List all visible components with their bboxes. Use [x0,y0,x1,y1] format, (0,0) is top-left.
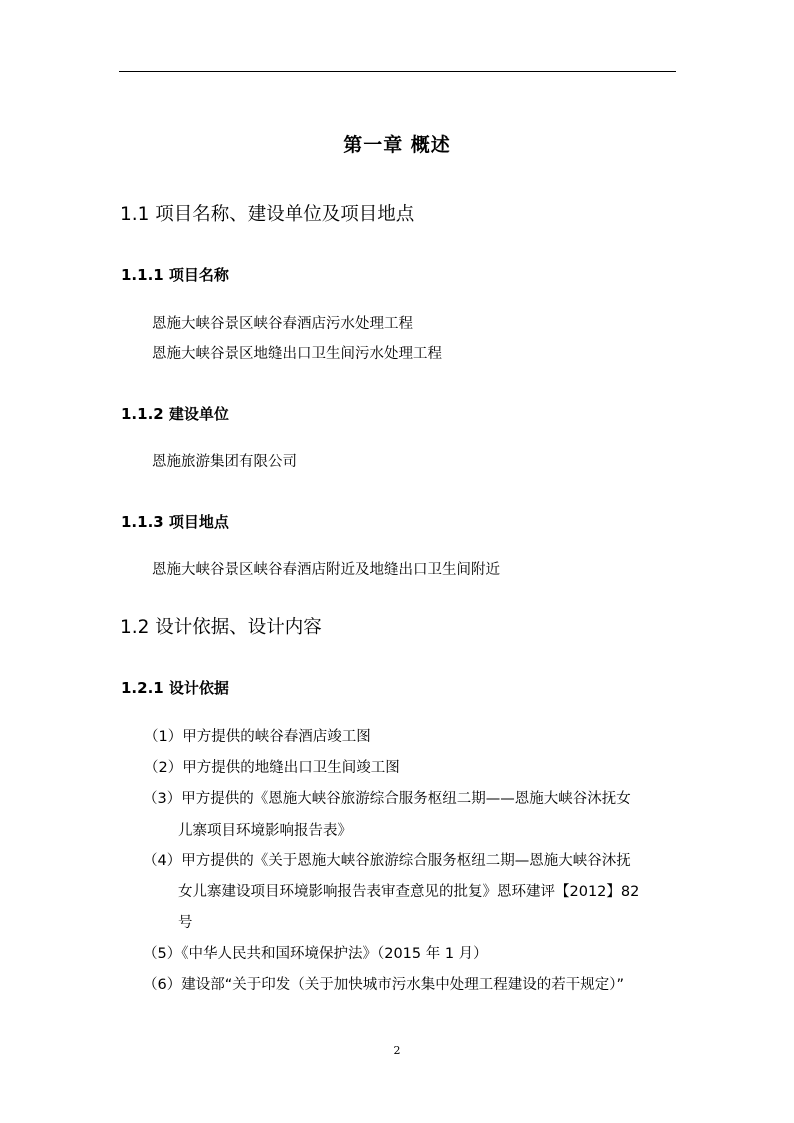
builder-name: 恩施旅游集团有限公司 [152,454,297,470]
page-number: 2 [393,1044,401,1057]
project-name-line-2: 恩施大峡谷景区地缝出口卫生间污水处理工程 [152,346,442,362]
basis-item-6: （6）建设部“关于印发（关于加快城市污水集中处理工程建设的若干规定）” [143,977,624,993]
chapter-title: 第一章 概述 [343,134,451,156]
basis-item-3-line-1: （3）甲方提供的《恩施大峡谷旅游综合服务枢纽二期——恩施大峡谷沐抚女 [143,791,631,807]
basis-item-3-line-2: 儿寨项目环境影响报告表》 [178,823,352,839]
subsection-1-1-2-heading: 1.1.2 建设单位 [121,405,229,423]
subsection-1-1-1-heading: 1.1.1 项目名称 [121,266,229,284]
basis-item-4-line-1: （4）甲方提供的《关于恩施大峡谷旅游综合服务枢纽二期—恩施大峡谷沐抚 [143,853,631,869]
section-1-1-heading: 1.1 项目名称、建设单位及项目地点 [120,204,415,225]
basis-item-4-line-3: 号 [178,915,193,931]
section-1-2-heading: 1.2 设计依据、设计内容 [120,617,322,638]
subsection-1-1-3-heading: 1.1.3 项目地点 [121,513,229,531]
subsection-1-2-1-heading: 1.2.1 设计依据 [121,679,229,697]
basis-item-4-line-2: 女儿寨建设项目环境影响报告表审查意见的批复》恩环建评【2012】82 [178,884,640,900]
project-name-line-1: 恩施大峡谷景区峡谷春酒店污水处理工程 [152,316,413,332]
basis-item-2: （2）甲方提供的地缝出口卫生间竣工图 [144,760,400,776]
basis-item-5: （5）《中华人民共和国环境保护法》（2015 年 1 月） [143,946,488,962]
location-text: 恩施大峡谷景区峡谷春酒店附近及地缝出口卫生间附近 [152,562,500,578]
header-rule [119,71,676,72]
basis-item-1: （1）甲方提供的峡谷春酒店竣工图 [144,729,371,745]
